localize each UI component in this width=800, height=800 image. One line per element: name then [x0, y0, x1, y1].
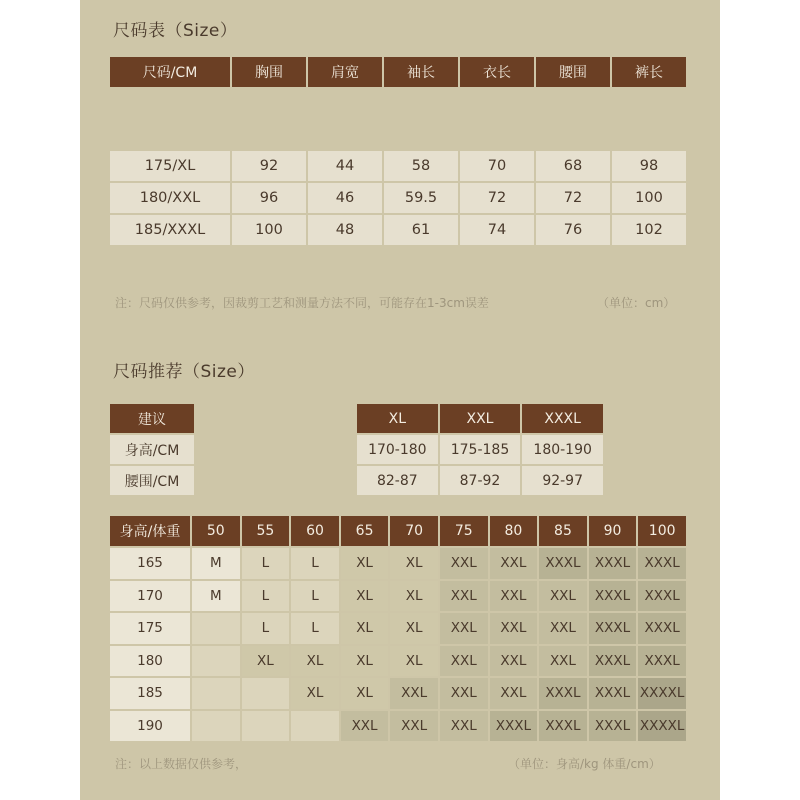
weight-header: 100	[638, 516, 686, 546]
size-cell: XXL	[490, 646, 538, 677]
recommend-values-table	[355, 402, 605, 497]
size-cell: XXXL	[539, 548, 587, 579]
table-cell: 100	[232, 215, 306, 245]
size-cell: XXL	[539, 581, 587, 612]
column-header-length: 衣长	[460, 57, 534, 87]
column-header-chest: 胸围	[232, 57, 306, 87]
size-cell: XXL	[490, 678, 538, 709]
recommend-title: 尺码推荐（Size）	[113, 362, 255, 382]
recommend-header: 建议	[110, 404, 194, 433]
size-cell: XXXXL	[638, 678, 686, 709]
height-label: 165	[110, 548, 190, 579]
size-cell: XL	[341, 646, 389, 677]
table-row	[110, 581, 686, 612]
table-cell: 46	[308, 183, 382, 213]
size-cell: XL	[390, 581, 438, 612]
table-row	[110, 466, 194, 495]
table-cell: 72	[536, 183, 610, 213]
spacer-cell	[110, 89, 686, 149]
table-cell: 175-185	[440, 435, 521, 464]
column-header-shoulder: 肩宽	[308, 57, 382, 87]
table-row	[110, 711, 686, 742]
table-cell: 175/XL	[110, 151, 230, 181]
size-cell: XXL	[440, 548, 488, 579]
size-cell: XXL	[539, 646, 587, 677]
table-row	[110, 646, 686, 677]
height-label: 180	[110, 646, 190, 677]
size-cell: XL	[390, 548, 438, 579]
table-cell: 96	[232, 183, 306, 213]
size-cell: XL	[390, 613, 438, 644]
column-header-size: 尺码/CM	[110, 57, 230, 87]
size-cell: XXXL	[638, 581, 686, 612]
size-cell: L	[242, 548, 290, 579]
size-cell	[192, 613, 240, 644]
size-cell: XXXL	[589, 613, 637, 644]
size-cell: XL	[341, 678, 389, 709]
table-row	[110, 548, 686, 579]
recommend-label-table	[108, 402, 196, 497]
recommend-size-header-row	[357, 404, 603, 433]
table-cell: 58	[384, 151, 458, 181]
size-cell: XXL	[490, 613, 538, 644]
table-cell: 100	[612, 183, 686, 213]
size-cell: XXXL	[589, 548, 637, 579]
table-cell: 82-87	[357, 466, 438, 495]
size-cell	[291, 711, 339, 742]
size-cell: XXXL	[638, 613, 686, 644]
height-label: 185	[110, 678, 190, 709]
size-chart-title: 尺码表（Size）	[113, 21, 238, 41]
table-cell: 68	[536, 151, 610, 181]
table-cell: 72	[460, 183, 534, 213]
size-chart-note: 注：尺码仅供参考，因裁剪工艺和测量方法不同，可能存在1-3cm误差	[115, 296, 489, 310]
table-cell: 92	[232, 151, 306, 181]
corner-header: 身高/体重	[110, 516, 190, 546]
size-cell	[242, 678, 290, 709]
row-label-height: 身高/CM	[110, 435, 194, 464]
height-label: 190	[110, 711, 190, 742]
table-cell: 98	[612, 151, 686, 181]
size-cell: M	[192, 548, 240, 579]
size-cell	[192, 678, 240, 709]
height-label: 170	[110, 581, 190, 612]
table-cell: 44	[308, 151, 382, 181]
size-cell: XXL	[490, 548, 538, 579]
size-cell: XXXL	[589, 678, 637, 709]
weight-header: 60	[291, 516, 339, 546]
table-cell: 48	[308, 215, 382, 245]
size-cell	[192, 646, 240, 677]
recommend-header-row	[110, 404, 194, 433]
row-label-waist: 腰围/CM	[110, 466, 194, 495]
table-cell: 61	[384, 215, 458, 245]
table-cell: 180-190	[522, 435, 603, 464]
size-cell: XXL	[539, 613, 587, 644]
table-row	[110, 678, 686, 709]
size-cell: XXL	[440, 678, 488, 709]
column-header-pants-length: 裤长	[612, 57, 686, 87]
size-cell: L	[291, 548, 339, 579]
size-header: XXL	[440, 404, 521, 433]
size-cell: XL	[341, 581, 389, 612]
column-header-waist: 腰围	[536, 57, 610, 87]
size-cell: XL	[390, 646, 438, 677]
size-cell: L	[291, 581, 339, 612]
table-cell: 59.5	[384, 183, 458, 213]
size-cell: L	[291, 613, 339, 644]
size-cell: XXXL	[589, 711, 637, 742]
size-cell: XXL	[390, 678, 438, 709]
table-row	[110, 183, 686, 213]
table-row	[110, 215, 686, 245]
size-cell: XXL	[440, 581, 488, 612]
size-cell: XL	[291, 678, 339, 709]
size-cell: XXXL	[589, 581, 637, 612]
table-cell: 87-92	[440, 466, 521, 495]
size-chart-header-row	[110, 57, 686, 87]
size-cell: XL	[341, 613, 389, 644]
size-header: XL	[357, 404, 438, 433]
matrix-note: 注：以上数据仅供参考，	[115, 757, 248, 771]
size-matrix-table	[108, 514, 688, 743]
size-cell: M	[192, 581, 240, 612]
size-cell: XL	[341, 548, 389, 579]
size-cell: L	[242, 613, 290, 644]
size-chart-unit: （单位：cm）	[597, 296, 676, 310]
size-cell: XXXL	[589, 646, 637, 677]
weight-header: 65	[341, 516, 389, 546]
height-label: 175	[110, 613, 190, 644]
matrix-body	[110, 548, 686, 741]
size-cell: XXL	[341, 711, 389, 742]
size-cell: XXXL	[539, 711, 587, 742]
size-cell: XXXL	[638, 646, 686, 677]
size-cell	[192, 711, 240, 742]
weight-header: 75	[440, 516, 488, 546]
size-cell: XXXL	[638, 548, 686, 579]
size-cell: XXL	[440, 711, 488, 742]
table-cell: 102	[612, 215, 686, 245]
weight-header: 80	[490, 516, 538, 546]
size-cell: XL	[242, 646, 290, 677]
size-cell: XXL	[390, 711, 438, 742]
weight-header: 90	[589, 516, 637, 546]
size-cell: XXL	[440, 613, 488, 644]
spacer-row	[110, 89, 686, 149]
table-cell: 92-97	[522, 466, 603, 495]
table-row	[357, 435, 603, 464]
table-row	[110, 613, 686, 644]
weight-header-row	[110, 516, 686, 546]
size-cell: XXXL	[490, 711, 538, 742]
size-cell: XXXXL	[638, 711, 686, 742]
weight-header: 55	[242, 516, 290, 546]
table-cell: 180/XXL	[110, 183, 230, 213]
table-cell: 170-180	[357, 435, 438, 464]
weight-header: 50	[192, 516, 240, 546]
table-row	[357, 466, 603, 495]
table-row	[110, 435, 194, 464]
table-cell: 185/XXXL	[110, 215, 230, 245]
column-header-sleeve: 袖长	[384, 57, 458, 87]
table-cell: 76	[536, 215, 610, 245]
size-header: XXXL	[522, 404, 603, 433]
weight-header: 85	[539, 516, 587, 546]
size-cell: XXL	[490, 581, 538, 612]
table-row	[110, 151, 686, 181]
table-cell: 74	[460, 215, 534, 245]
size-cell: L	[242, 581, 290, 612]
weight-header: 70	[390, 516, 438, 546]
matrix-unit: （单位：身高/kg 体重/cm）	[508, 757, 661, 771]
size-chart-table	[108, 55, 688, 247]
table-cell: 70	[460, 151, 534, 181]
size-cell	[242, 711, 290, 742]
size-cell: XL	[291, 646, 339, 677]
size-cell: XXXL	[539, 678, 587, 709]
size-cell: XXL	[440, 646, 488, 677]
